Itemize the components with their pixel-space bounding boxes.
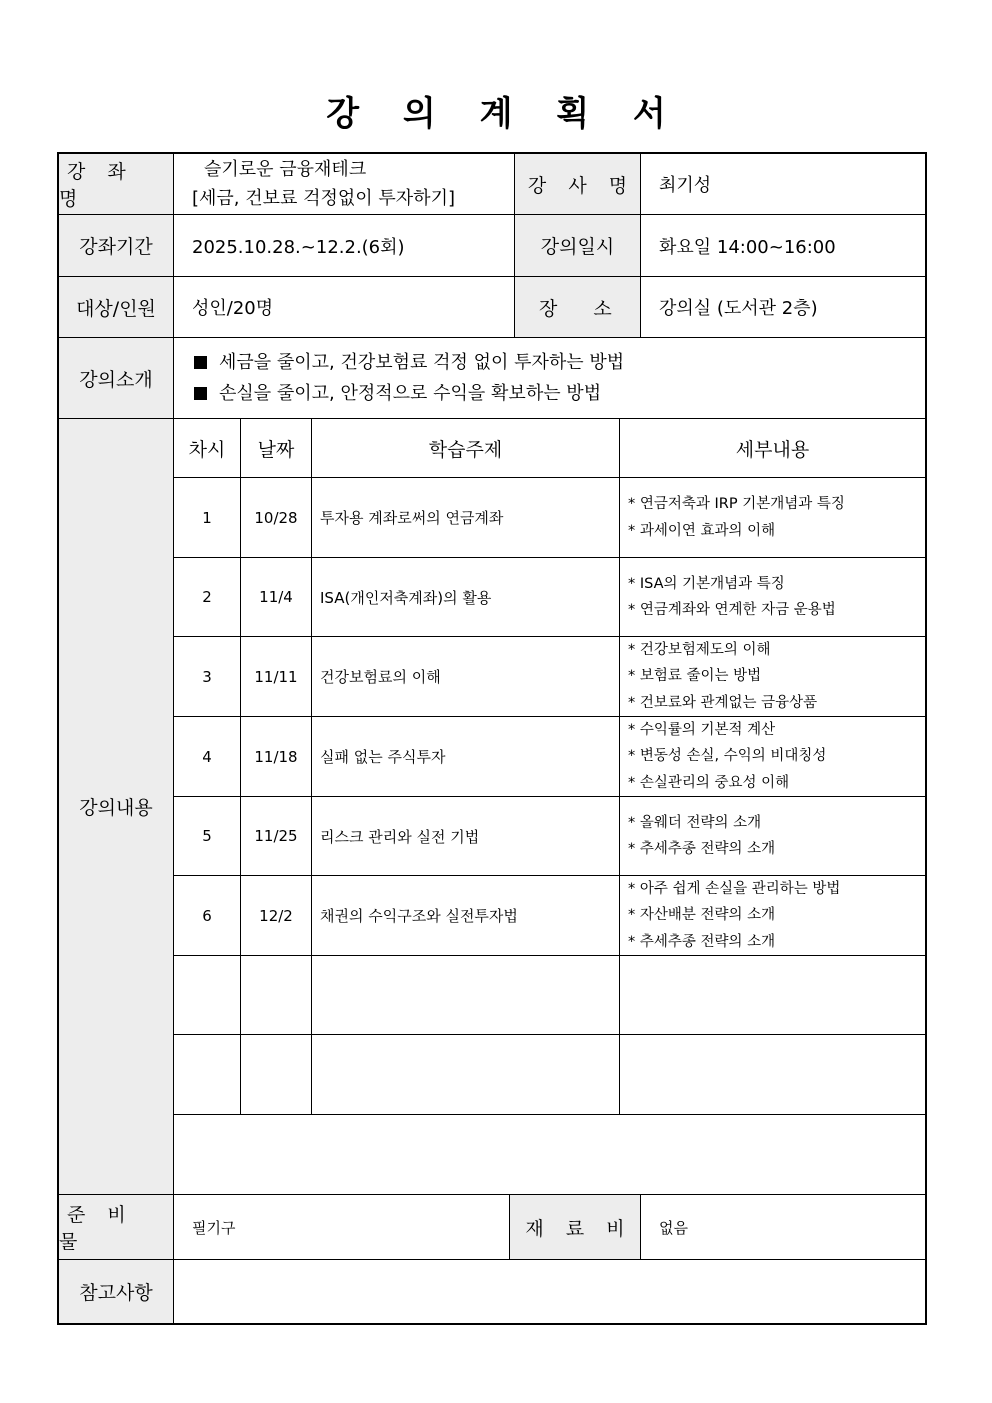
session-topic: 투자용 계좌로써의 연금계좌 xyxy=(320,509,504,527)
session-date: 10/28 xyxy=(254,508,298,527)
course-name-line1: 슬기로운 금융재테크 xyxy=(204,159,367,180)
session-details: * 아주 쉽게 손실을 관리하는 방법 * 자산배분 전략의 소개 * 추세추종 전략의 소개 xyxy=(628,880,841,950)
session-date: 11/25 xyxy=(254,827,298,845)
session-no: 5 xyxy=(202,827,212,845)
intro-item: 세금을 줄이고, 건강보험료 걱정 없이 투자하는 방법 xyxy=(194,347,624,378)
session-details: * 건강보험제도의 이해 * 보험료 줄이는 방법 * 건보료와 관계없는 금융상품 xyxy=(628,641,818,711)
target-label: 대상/인원 xyxy=(59,277,173,337)
schedule-value: 화요일 14:00~16:00 xyxy=(659,236,836,258)
header-date: 날짜 xyxy=(257,438,295,461)
square-bullet-icon xyxy=(194,387,207,400)
plan-table xyxy=(57,152,927,1325)
session-no: 1 xyxy=(202,508,212,527)
session-topic: ISA(개인저축계좌)의 활용 xyxy=(320,588,492,607)
session-topic: 리스크 관리와 실전 기법 xyxy=(320,827,480,846)
course-name-line2: [세금, 건보료 걱정없이 투자하기] xyxy=(192,188,455,209)
session-topic: 실패 없는 주식투자 xyxy=(320,748,446,766)
session-details: * ISA의 기본개념과 특징 * 연금계좌와 연계한 자금 운용법 xyxy=(628,575,836,618)
session-no: 4 xyxy=(202,747,212,766)
instructor-label: 강 사 명 xyxy=(515,154,640,214)
instructor-value: 최기성 xyxy=(659,175,712,196)
materials-label: 준 비 물 xyxy=(59,1195,173,1259)
content-notes-area xyxy=(174,1115,925,1194)
session-topic: 채권의 수익구조와 실전투자법 xyxy=(320,907,518,925)
target-value: 성인/20명 xyxy=(192,298,274,319)
place-label-text: 장 소 xyxy=(539,297,612,320)
schedule-label: 강의일시 xyxy=(515,215,640,276)
header-details: 세부내용 xyxy=(735,438,810,461)
session-details: * 수익률의 기본적 계산 * 변동성 손실, 수익의 비대칭성 * 손실관리의 중요성 이해 xyxy=(628,721,827,791)
session-details: * 올웨더 전략의 소개 * 추세추종 전략의 소개 xyxy=(628,814,776,857)
session-no: 6 xyxy=(202,906,212,925)
course-name-label: 강 좌 명 xyxy=(59,154,173,214)
header-topic: 학습주제 xyxy=(428,438,503,461)
notes-label: 참고사항 xyxy=(59,1260,173,1323)
session-no: 2 xyxy=(202,588,212,606)
session-no: 3 xyxy=(202,667,212,686)
content-label: 강의내용 xyxy=(59,419,173,1194)
session-date: 12/2 xyxy=(259,906,293,925)
session-topic: 건강보험료의 이해 xyxy=(320,668,441,686)
session-details: * 연금저축과 IRP 기본개념과 특징 * 과세이연 효과의 이해 xyxy=(628,496,845,539)
session-date: 11/18 xyxy=(254,747,298,766)
materials-value: 필기구 xyxy=(192,1218,236,1237)
period-value: 2025.10.28.~12.2.(6회) xyxy=(192,236,405,258)
intro-label: 강의소개 xyxy=(59,338,173,418)
place-value: 강의실 (도서관 2층) xyxy=(659,298,818,319)
session-date: 11/4 xyxy=(259,588,293,606)
header-session: 차시 xyxy=(188,438,226,461)
intro-item: 손실을 줄이고, 안정적으로 수익을 확보하는 방법 xyxy=(194,378,601,409)
empty-row xyxy=(174,1035,925,1114)
course-name-value xyxy=(174,154,514,214)
session-date: 11/11 xyxy=(254,667,298,686)
fee-label: 재 료 비 xyxy=(510,1195,640,1259)
intro-list xyxy=(174,338,925,418)
notes-value xyxy=(174,1260,925,1323)
square-bullet-icon xyxy=(194,356,207,369)
period-label: 강좌기간 xyxy=(59,215,173,276)
fee-value: 없음 xyxy=(659,1218,688,1237)
empty-row xyxy=(174,956,925,1034)
place-label xyxy=(515,277,640,337)
document-title: 강 의 계 획 서 xyxy=(326,94,682,134)
